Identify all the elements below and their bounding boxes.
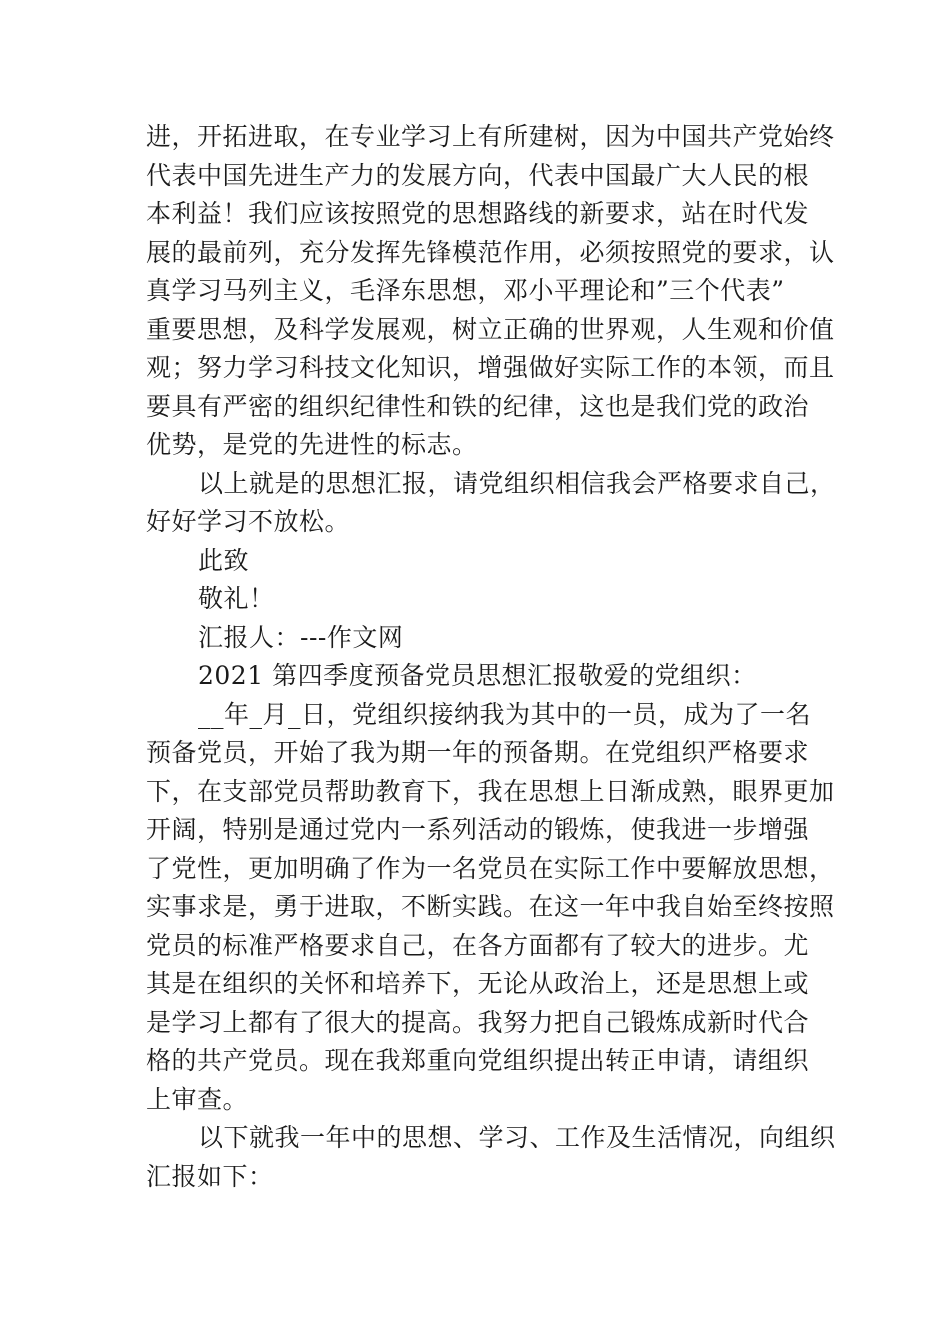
text-line: 了党性，更加明确了作为一名党员在实际工作中要解放思想，: [146, 853, 835, 883]
text-line: 实事求是，勇于进取，不断实践。在这一年中我自始至终按照: [146, 892, 835, 921]
paragraph: [146, 118, 835, 465]
text-line: 重要思想，及科学发展观，树立正确的世界观，人生观和价值: [146, 314, 835, 344]
text-line: 好好学习不放松。: [146, 507, 351, 536]
paragraph: [146, 465, 836, 542]
text-line: 展的最前列，充分发挥先锋模范作用，必须按照党的要求，认: [146, 237, 835, 267]
paragraph: [146, 696, 835, 1120]
text-line: 下，在支部党员帮助教育下，我在思想上日渐成熟，眼界更加: [146, 776, 835, 806]
text-line: 要具有严密的组织纪律性和铁的纪律，这也是我们党的政治: [146, 391, 810, 421]
text-line: 2021 第四季度预备党员思想汇报敬爱的党组织：: [198, 661, 757, 690]
text-line: 以上就是的思想汇报，请党组织相信我会严格要求自己，: [198, 468, 836, 498]
text-line: 观；努力学习科技文化知识，增强做好实际工作的本领，而且: [146, 353, 835, 382]
text-line: 格的共产党员。现在我郑重向党组织提出转正申请，请组织: [146, 1046, 810, 1075]
text-line: 上审查。: [146, 1084, 249, 1114]
paragraph: [146, 657, 808, 696]
text-line: 此致: [198, 545, 250, 575]
text-line: __年_月_日，党组织接纳我为其中的一员，成为了一名: [198, 699, 812, 729]
text-line: 真学习马列主义，毛泽东思想，邓小平理论和”三个代表”: [146, 276, 785, 305]
text-line: 开阔，特别是通过党内一系列活动的锻炼，使我进一步增强: [146, 815, 810, 844]
text-line: 汇报人：---作文网: [198, 622, 404, 652]
text-line: 汇报如下：: [146, 1161, 274, 1191]
text-line: 进，开拓进取，在专业学习上有所建树，因为中国共产党始终: [146, 122, 835, 151]
paragraph: [146, 542, 808, 581]
text-line: 是学习上都有了很大的提高。我努力把自己锻炼成新时代合: [146, 1007, 810, 1037]
text-line: 优势，是党的先进性的标志。: [146, 430, 478, 459]
paragraph: [146, 1119, 836, 1196]
text-line: 代表中国先进生产力的发展方向，代表中国最广大人民的根: [146, 160, 810, 190]
text-line: 以下就我一年中的思想、学习、工作及生活情况，向组织: [198, 1123, 836, 1152]
document-body: [146, 118, 836, 1196]
paragraph: [146, 619, 808, 658]
text-line: 党员的标准严格要求自己，在各方面都有了较大的进步。尤: [146, 930, 810, 960]
paragraph: [146, 580, 808, 619]
text-line: 预备党员，开始了我为期一年的预备期。在党组织严格要求: [146, 738, 810, 767]
text-line: 本利益！我们应该按照党的思想路线的新要求，站在时代发: [146, 199, 810, 228]
text-line: 其是在组织的关怀和培养下，无论从政治上，还是思想上或: [146, 969, 810, 998]
text-line: 敬礼！: [198, 584, 275, 613]
